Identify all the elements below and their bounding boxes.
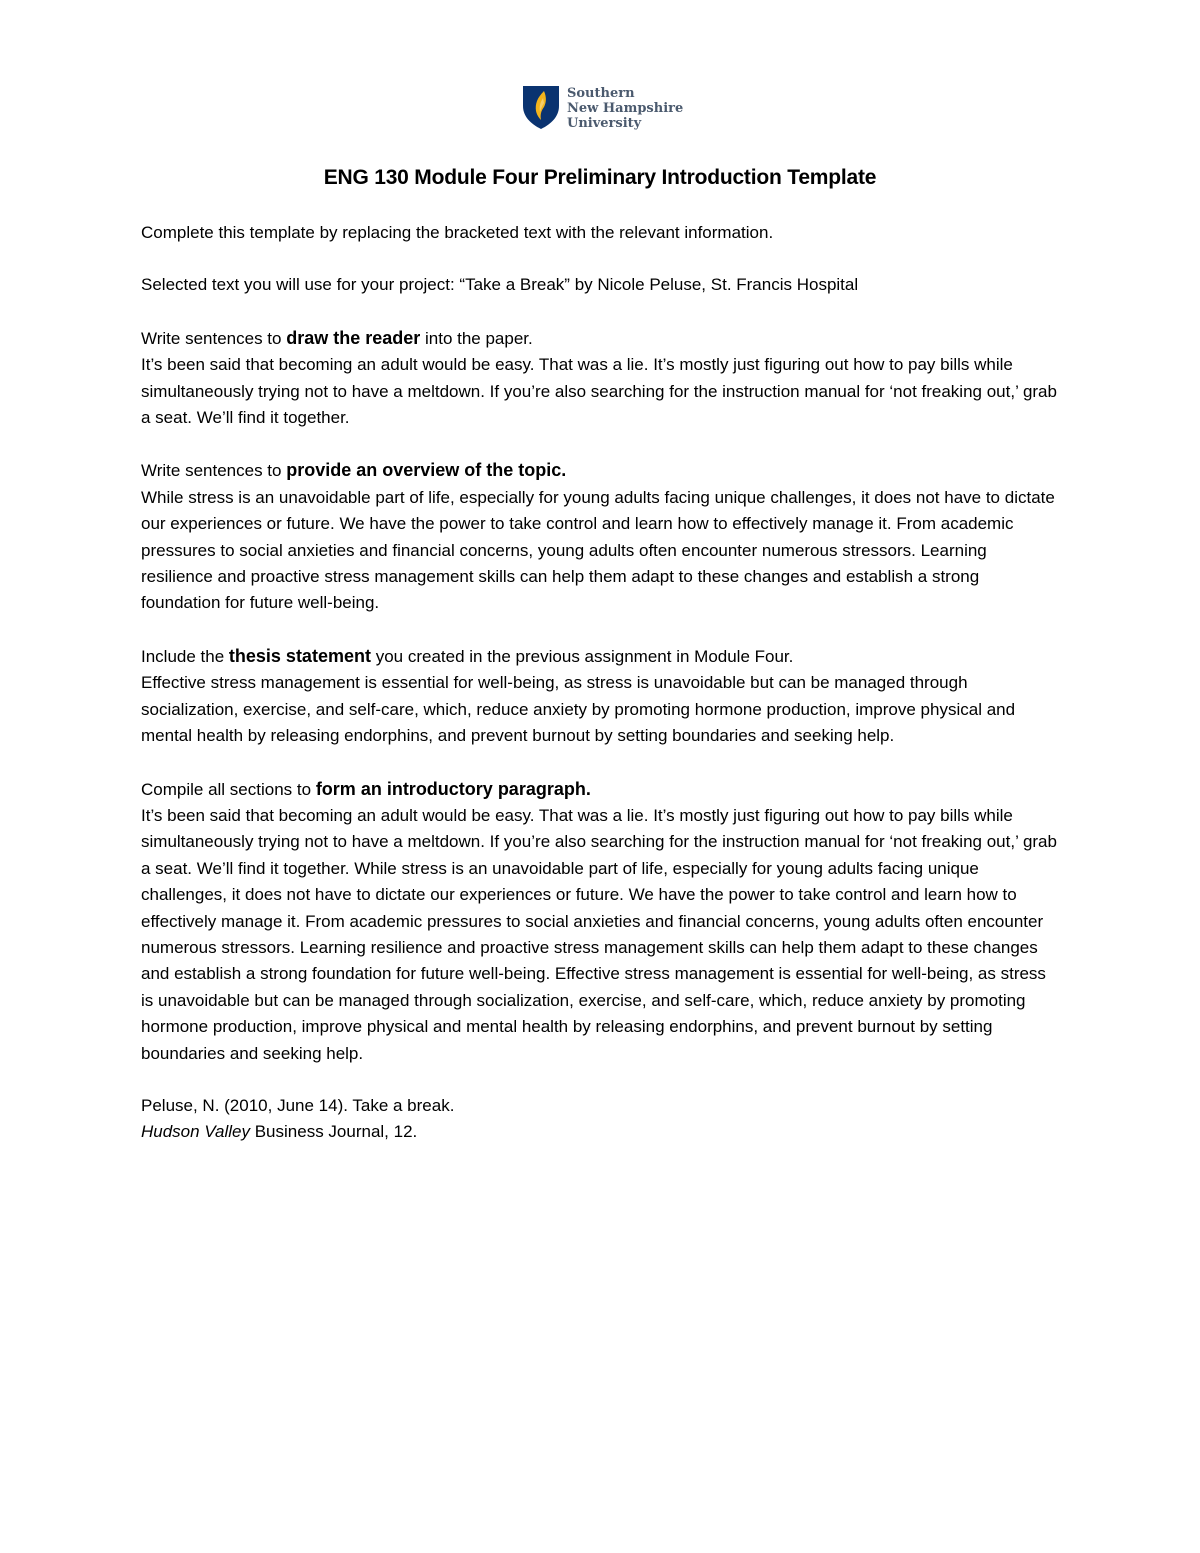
thesis-body: Effective stress management is essential for well-being, as stress is unavoidable but can be managed through socialization, exercise, and self-care, which, reduce anxiety by promoting hormone production, improve physical and mental health by releasing endorphins, and prevent burnout by setting boundaries and seeking help.	[141, 673, 1016, 746]
prompt-text: Include the	[141, 646, 229, 666]
logo-line-2: New Hampshire	[567, 101, 684, 116]
overview-body: While stress is an unavoidable part of life, especially for young adults facing unique challenges, it does not have to dictate our experiences or future. We have the power to take control and learn how to effectively manage it. From academic pressures to social anxieties and financial concerns, young adults often encounter numerous stressors. Learning resilience and proactive stress management skills can help them adapt to these changes and establish a strong foundation for future well-being.	[141, 487, 1055, 613]
prompt-text: into the paper.	[420, 328, 533, 348]
logo-wordmark	[567, 86, 683, 131]
instructions-text: Complete this template by replacing the bracketed text with the relevant information.	[141, 223, 774, 242]
document-title: ENG 130 Module Four Preliminary Introduction Template	[323, 166, 877, 189]
draw-reader-body: It’s been said that becoming an adult would be easy. That was a lie. It’s mostly just figuring out how to pay bills while simultaneously trying not to have a meltdown. If you’re also searching for the instruction manual for ‘not freaking out,’ grab a seat. We’ll find it together.	[141, 355, 1057, 428]
prompt-emphasis: draw the reader	[286, 327, 421, 348]
journal-details: Business Journal, 12.	[250, 1122, 418, 1142]
prompt-emphasis: provide an overview of the topic.	[286, 460, 567, 481]
reference-line-1: Peluse, N. (2010, June 14). Take a break.	[141, 1095, 455, 1115]
logo-line-1: Southern	[567, 86, 635, 101]
shield-flame-icon	[521, 84, 561, 130]
prompt-text: Compile all sections to	[141, 779, 316, 799]
document-body	[141, 220, 1061, 1146]
journal-name-italic: Hudson Valley	[141, 1122, 250, 1142]
prompt-emphasis: form an introductory paragraph.	[315, 778, 591, 799]
selected-text-line: Selected text you will use for your project: “Take a Break” by Nicole Peluse, St. Francis Hospital	[141, 275, 859, 295]
draw-reader-prompt	[141, 325, 1061, 352]
university-logo	[521, 84, 683, 131]
prompt-text: Write sentences to	[141, 328, 287, 348]
prompt-emphasis: thesis statement	[228, 645, 371, 666]
prompt-text: you created in the previous assignment in Module Four.	[370, 646, 794, 666]
overview-prompt	[141, 457, 1061, 484]
compile-body: It’s been said that becoming an adult would be easy. That was a lie. It’s mostly just figuring out how to pay bills while simultaneously trying not to have a meltdown. If you’re also searching for the instruction manual for ‘not freaking out,’ grab a seat. We’ll find it together. While stress is an unavoidable part of life, especially for young adults facing unique challenges, it does not have to dictate our experiences or future. We have the power to take control and learn how to effectively manage it. From academic pressures to social anxieties and financial concerns, young adults often encounter numerous stressors. Learning resilience and proactive stress management skills can help them adapt to these changes and establish a strong foundation for future well-being. Effective stress management is essential for well-being, as stress is unavoidable but can be managed through socialization, exercise, and self-care, which, reduce anxiety by promoting hormone production, improve physical and mental health by releasing endorphins, and prevent burnout by setting boundaries and seeking help.	[141, 805, 1057, 1063]
prompt-text: Write sentences to	[141, 461, 287, 481]
thesis-prompt	[141, 643, 1061, 670]
compile-prompt	[141, 776, 1061, 803]
logo-line-3: University	[567, 116, 642, 131]
reference-line-2	[141, 1119, 1061, 1145]
